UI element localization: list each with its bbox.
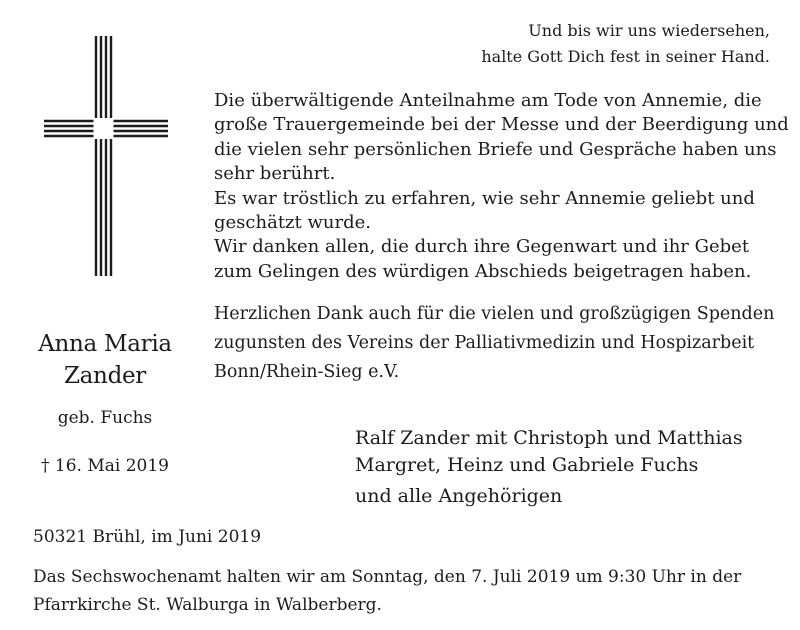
text-line: Es war tröstlich zu erfahren, wie sehr Annemie geliebt und (214, 187, 755, 209)
text-line: Herzlichen Dank auch für die vielen und großzügigen Spenden (214, 304, 775, 324)
quote-line-2: halte Gott Dich fest in seiner Hand. (481, 47, 770, 66)
birth-name: geb. Fuchs (57, 408, 153, 428)
cross-vertical-lines (96, 36, 111, 276)
text-line: große Trauergemeinde bei der Messe und der Beerdigung und (214, 114, 789, 136)
quote-line-1: Und bis wir uns wiedersehen, (528, 21, 770, 40)
text-line: Bonn/Rhein-Sieg e.V. (214, 362, 400, 382)
text-line: die vielen sehr persönlichen Briefe und Gespräche haben uns (214, 138, 777, 160)
text-line: zugunsten des Vereins der Palliativmedizin und Hospizarbeit (214, 333, 755, 353)
quote (410, 18, 770, 70)
message-paragraph-2 (214, 187, 770, 236)
cross-icon (44, 36, 168, 276)
family-line-2: Margret, Heinz und Gabriele Fuchs (355, 454, 699, 476)
deceased-first-names: Anna Maria (38, 331, 172, 357)
mass-line-2: Pfarrkirche St. Walburga in Walberberg. (33, 595, 382, 615)
message-paragraph-1 (214, 89, 789, 187)
mass-line-1: Das Sechswochenamt halten wir am Sonntag, den 7. Juli 2019 um 9:30 Uhr in der (33, 567, 742, 587)
text-line: zum Gelingen des würdigen Abschieds beigetragen haben. (214, 260, 752, 282)
text-line: sehr berührt. (214, 163, 336, 185)
deceased-last-name: Zander (63, 363, 147, 389)
message-text (214, 89, 789, 284)
donation-text (214, 300, 784, 387)
memorial-mass-notice (33, 563, 793, 619)
text-line: geschätzt wurde. (214, 212, 371, 234)
death-date: † 16. Mai 2019 (41, 456, 169, 476)
place-date: 50321 Brühl, im Juni 2019 (33, 527, 262, 547)
deceased-name (20, 328, 190, 392)
family-signature (355, 425, 785, 510)
message-paragraph-3 (214, 235, 770, 284)
text-line: Wir danken allen, die durch ihre Gegenwart und ihr Gebet (214, 236, 750, 258)
family-line-3: und alle Angehörigen (355, 485, 563, 507)
text-line: Die überwältigende Anteilnahme am Tode von Annemie, die (214, 90, 762, 111)
family-line-1: Ralf Zander mit Christoph und Matthias (355, 427, 743, 449)
cross-center (94, 118, 114, 139)
